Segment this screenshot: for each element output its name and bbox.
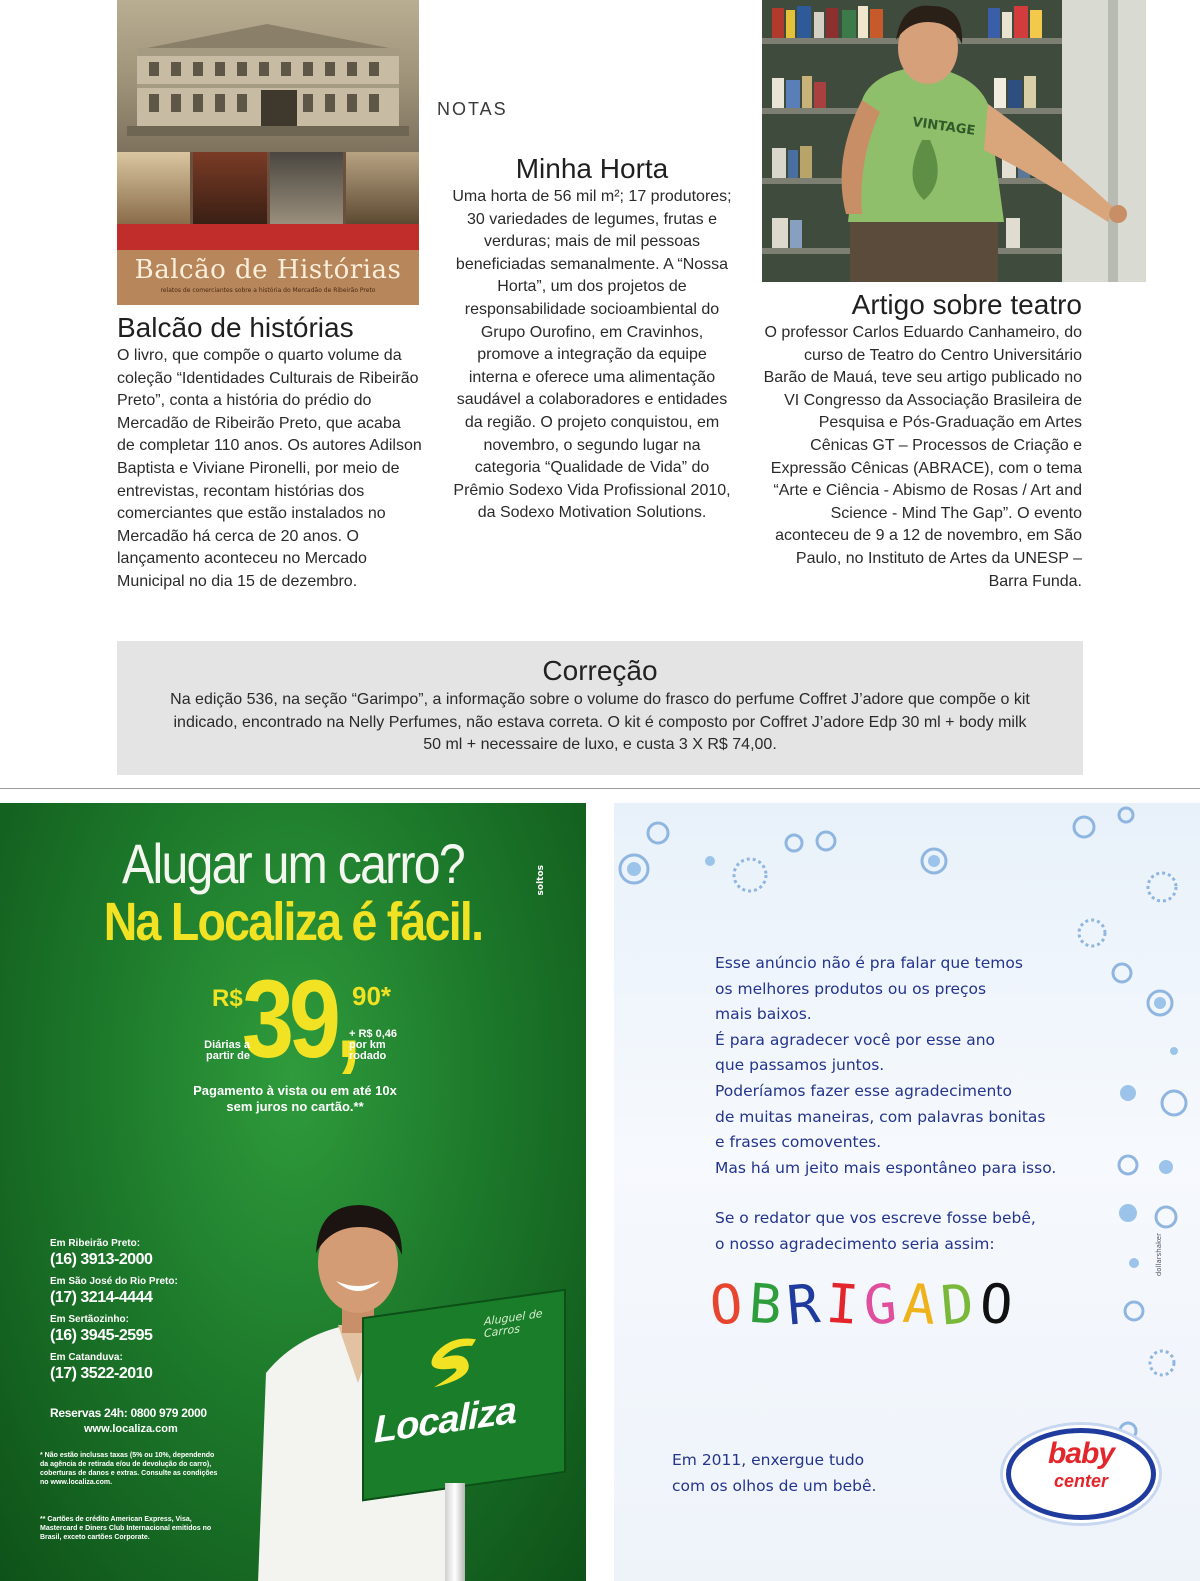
market-building-photo [117, 0, 419, 152]
article-title-teatro: Artigo sobre teatro [851, 289, 1082, 320]
correction-title: Correção [542, 655, 658, 686]
book-title-bar [117, 250, 419, 305]
localiza-website-link[interactable]: www.localiza.com [84, 1423, 178, 1435]
obrigado-letter: O [707, 1271, 752, 1338]
article-body-teatro: O professor Carlos Eduardo Canhameiro, do curso de Teatro do Centro Universitário Barão de Mauá, teve seu artigo publicado no VI Congresso da Associação Brasileira de Pesquisa e Pós-Graduação em Artes Cênicas GT – Processos de Criação e Expressão Cênicas (ABRACE), com o tema “Arte e Ciência - Abismo de Rosas / Art and Science - Mind The Gap”. O evento aconteceu de 9 a 12 de novembro, em São Paulo, no Instituto de Artes da UNESP – Barra Funda. [763, 324, 1082, 590]
daily-rate-label: Diárias a partir de [204, 1039, 250, 1062]
article-body-balcao: O livro, que compõe o quarto volume da coleção “Identidades Culturais de Ribeirão Preto”, conta a história do prédio do Mercadão de Ribeirão Preto, que acaba de completar 110 anos. Os autores Adilson Baptista e Viviane Pironelli, por meio de entrevistas, recontam histórias dos comerciantes que estão instalados no Mercadão há cerca de 20 anos. O lançamento aconteceu no Mercado Municipal no dia 15 de dezembro. [117, 347, 422, 590]
obrigado-letter: A [900, 1271, 944, 1338]
article-body-horta: Uma horta de 56 mil m²; 17 produtores; 30 variedades de legumes, frutas e verduras; mais de mil pessoas beneficiadas semanalmente. A “Nossa Horta”, um dos projetos de responsabilidade socioambiental do Grupo Ourofino, em Cravinhos, promove a integração da equipe interna e oferece uma alimentação saudável a colaboradores e entidades da região. O projeto conquistou, em novembro, o segundo lugar na categoria “Qualidade de Vida” do Prêmio Sodexo Vida Profissional 2010, da Sodexo Motivation Solutions. [452, 188, 732, 522]
article-title-horta: Minha Horta [515, 153, 669, 184]
contact-city: Em São José do Rio Preto: [50, 1276, 178, 1287]
obrigado-letter: B [746, 1271, 790, 1338]
book-cover-subtitle: relatos de comerciantes sobre a história do Mercadão de Ribeirão Preto [160, 287, 376, 294]
obrigado-letter: O [977, 1271, 1021, 1338]
message-line: o nosso agradecimento seria assim: [715, 1234, 995, 1253]
babycenter-logo[interactable] [1006, 1428, 1156, 1520]
contact-city: Em Ribeirão Preto: [50, 1238, 141, 1249]
price-cents: 90* [352, 981, 392, 1011]
contact-city: Em Sertãozinho: [50, 1314, 129, 1325]
localiza-wordmark: Localiza [374, 1389, 516, 1452]
footer-line: com os olhos de um bebê. [672, 1476, 877, 1495]
reservations-line[interactable]: Reservas 24h: 0800 979 2000 [50, 1406, 207, 1420]
message-line: de muitas maneiras, com palavras bonitas [715, 1107, 1046, 1126]
price-currency: R$ [212, 985, 243, 1012]
localiza-logo-icon [424, 1330, 484, 1398]
book-cover-title: Balcão de Histórias [134, 255, 402, 285]
library-scene [762, 0, 1146, 282]
logo-word-center: center [1053, 1471, 1109, 1491]
correction-box [117, 641, 1083, 775]
localiza-agency-tag: soltos [536, 865, 546, 896]
obrigado-letter: I [823, 1271, 867, 1338]
message-line: Esse anúncio não é pra falar que temos [715, 954, 1023, 972]
correction-body: Na edição 536, na seção “Garimpo”, a informação sobre o volume do frasco do perfume Coffret J’adore que compõe o kit indicado, encontrado na Nelly Perfumes, não estava correta. O kit é composto por Coffret J’adore Edp 30 ml + body milk 50 ml + necessaire de luxo, e custa 3 X R$ 74,00. [170, 691, 1030, 754]
payment-terms: Pagamento à vista ou em até 10x sem juros no cartão.** [193, 1083, 397, 1114]
localiza-contacts [50, 1238, 250, 1390]
localiza-sign-tagline: Aluguel de Carros [484, 1306, 543, 1341]
message-line: Se o redator que vos escreve fosse bebê, [715, 1209, 1036, 1228]
babycenter-message [715, 951, 1115, 1258]
fine-print-cards: ** Cartões de crédito American Express, Visa, Mastercard e Diners Club Internacional emitidos no Brasil, exceto cartões Corporate. [40, 1516, 212, 1541]
babycenter-footer [672, 1448, 876, 1499]
building-illustration [127, 18, 409, 136]
book-red-band [117, 224, 419, 250]
localiza-headline: Na Localiza é fácil. [103, 892, 483, 952]
message-line: mais baixos. [715, 1005, 812, 1024]
fine-print-taxes: * Não estão inclusas taxas (5% ou 10%, dependendo da agência de retirada e/ou de devolução do carro), coberturas de danos e extras. Consulte as condições no www.localiza.com. [40, 1452, 218, 1486]
message-line: Poderíamos fazer esse agradecimento [715, 1081, 1012, 1100]
logo-word-baby: baby [1047, 1437, 1115, 1470]
obrigado-handwritten [707, 1271, 1021, 1338]
obrigado-letter: R [784, 1271, 829, 1338]
message-line: É para agradecer você por esse ano [715, 1030, 996, 1049]
sign-post [445, 1483, 465, 1581]
contact-phone[interactable]: (17) 3522-2010 [50, 1365, 153, 1382]
footer-line: Em 2011, enxergue tudo [672, 1451, 865, 1469]
obrigado-letter: G [861, 1271, 906, 1338]
babycenter-advertisement[interactable] [614, 803, 1200, 1581]
localiza-sign [362, 1289, 566, 1502]
per-km-label: + R$ 0,46 por km rodado [349, 1028, 398, 1062]
shirt-print-text: VINTAGE [911, 115, 977, 139]
babycenter-agency-tag: dollarshaker [1155, 1233, 1163, 1277]
product-photo-strip [117, 152, 419, 224]
message-line: e frases comoventes. [715, 1133, 882, 1152]
message-line: Mas há um jeito mais espontâneo para isso. [715, 1158, 1057, 1177]
localiza-advertisement[interactable] [0, 803, 586, 1581]
professor-portrait-photo [762, 0, 1146, 282]
message-line: os melhores produtos ou os preços [715, 979, 987, 998]
obrigado-letter: D [938, 1271, 983, 1338]
contact-phone[interactable]: (16) 3913-2000 [50, 1251, 153, 1268]
article-title-balcao: Balcão de histórias [117, 312, 354, 343]
localiza-question: Alugar um carro? [122, 832, 464, 895]
contact-city: Em Catanduva: [50, 1352, 123, 1363]
price-integer: 39, [242, 958, 357, 1081]
contact-phone[interactable]: (16) 3945-2595 [50, 1327, 153, 1344]
message-line: que passamos juntos. [715, 1056, 885, 1075]
section-label: NOTAS [437, 99, 508, 119]
page-divider [0, 788, 1200, 789]
contact-phone[interactable]: (17) 3214-4444 [50, 1289, 153, 1306]
book-cover-image [117, 0, 419, 305]
